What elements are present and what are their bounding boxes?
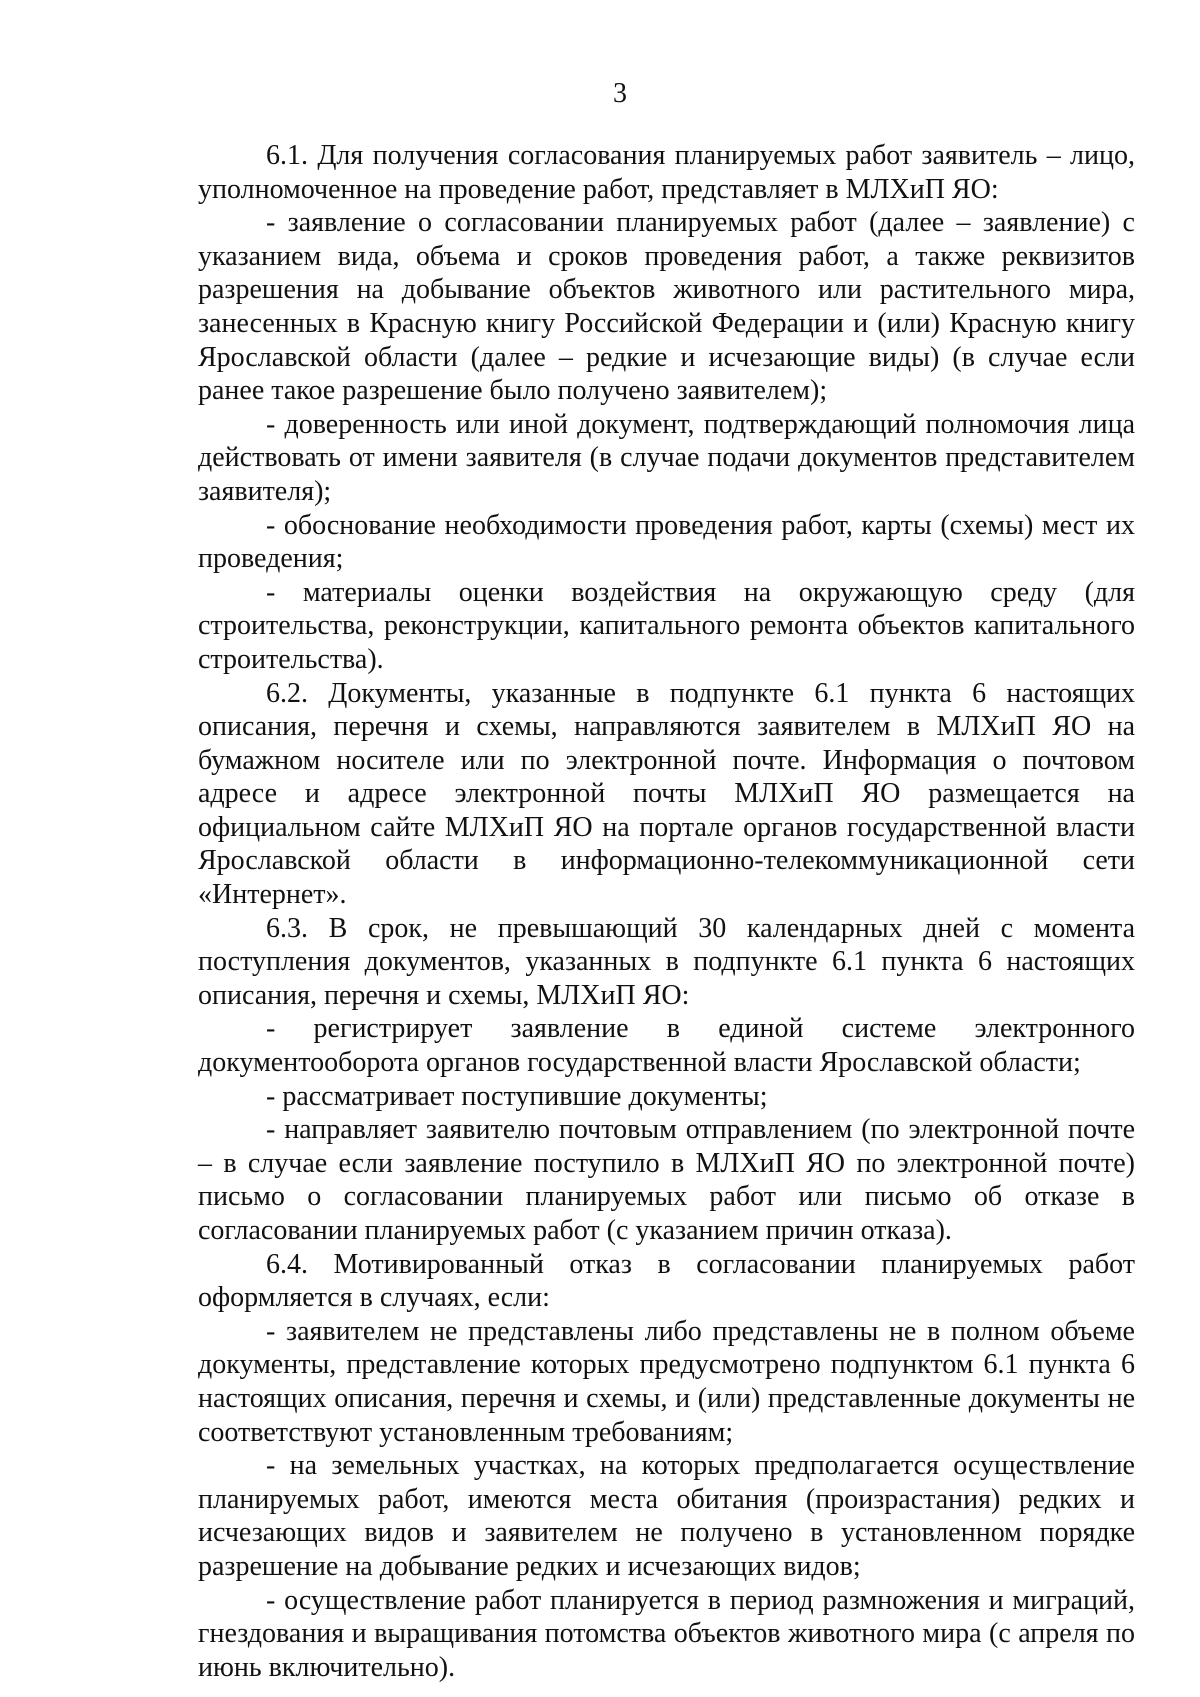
list-item-sends-letter: - направляет заявителю почтовым отправлением (по электронной почте – в случае если заявление поступило в МЛХиП ЯО по электронной почте) письмо о согласовании планируемых работ или письмо об отказе в согласовании планируемых работ (с указанием причин отказа).	[198, 1114, 1135, 1246]
list-item-registers: - регистрирует заявление в единой системе электронного документооборота органов государственной власти Ярославской области;	[198, 1013, 1135, 1079]
paragraph-6-1: 6.1. Для получения согласования планируемых работ заявитель – лицо, уполномоченное на проведение работ, представляет в МЛХиП ЯО:	[198, 140, 1135, 205]
list-item-impact-assessment: - материалы оценки воздействия на окружающую среду (для строительства, реконструкции, капитального ремонта объектов капитального строительства).	[198, 576, 1135, 675]
list-item-habitats: - на земельных участках, на которых предполагается осуществление планируемых работ, имеются места обитания (произрастания) редких и исчезающих видов и заявителем не получено в установленном порядке разрешение на добывание редких и исчезающих видов;	[198, 1450, 1135, 1582]
paragraph-6-2: 6.2. Документы, указанные в подпункте 6.1 пункта 6 настоящих описания, перечня и схемы, направляются заявителем в МЛХиП ЯО на бумажном носителе или по электронной почте. Информация о почтовом адресе и адресе электронной почты МЛХиП ЯО размещается на официальном сайте МЛХиП ЯО на портале органов государственной власти Ярославской области в информационно-телекоммуникационной сети «Интернет».	[198, 677, 1135, 911]
paragraph-6-4: 6.4. Мотивированный отказ в согласовании планируемых работ оформляется в случаях, если:	[198, 1248, 1135, 1314]
paragraph-6-3: 6.3. В срок, не превышающий 30 календарных дней с момента поступления документов, указанных в подпункте 6.1 пункта 6 настоящих описания, перечня и схемы, МЛХиП ЯО:	[198, 912, 1135, 1011]
document-body	[198, 139, 1135, 1684]
list-item-application: - заявление о согласовании планируемых работ (далее – заявление) с указанием вида, объема и сроков проведения работ, а также реквизитов разрешения на добывание объектов животного или растительного мира, занесенных в Красную книгу Российской Федерации и (или) Красную книгу Ярославской области (далее – редкие и исчезающие виды) (в случае если ранее такое разрешение было получено заявителем);	[198, 207, 1135, 407]
list-item-incomplete-documents: - заявителем не представлены либо представлены не в полном объеме документы, представление которых предусмотрено подпунктом 6.1 пункта 6 настоящих описания, перечня и схемы, и (или) представленные документы не соответствуют установленным требованиям;	[198, 1315, 1135, 1448]
list-item-breeding-period: - осуществление работ планируется в период размножения и миграций, гнездования и выращивания потомства объектов животного мира (с апреля по июнь включительно).	[198, 1584, 1135, 1683]
list-item-reviews: - рассматривает поступившие документы;	[266, 1080, 768, 1112]
list-item-power-of-attorney: - доверенность или иной документ, подтверждающий полномочия лица действовать от имени заявителя (в случае подачи документов представителем заявителя);	[198, 408, 1135, 507]
page-number: 3	[613, 78, 627, 109]
list-item-justification: - обоснование необходимости проведения работ, карты (схемы) мест их проведения;	[198, 509, 1135, 575]
